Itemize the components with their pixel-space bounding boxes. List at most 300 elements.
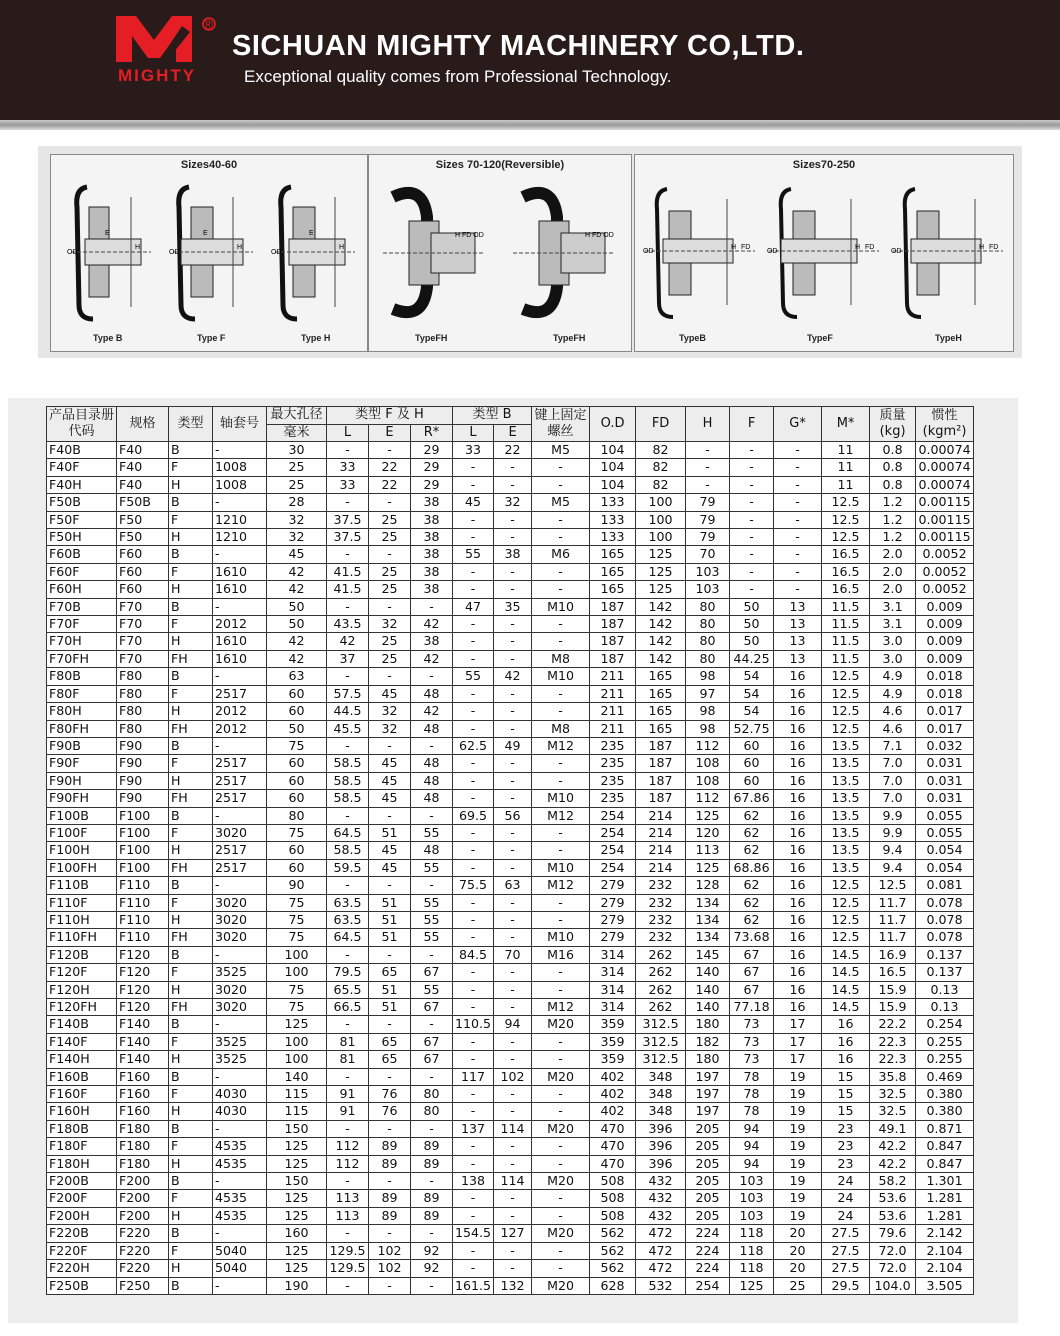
table-cell: 0.380 <box>916 1103 974 1120</box>
table-cell: - <box>494 1051 532 1068</box>
table-cell: - <box>453 772 494 789</box>
svg-text:OD: OD <box>271 249 282 256</box>
table-cell: 15 <box>822 1068 870 1085</box>
table-row <box>47 1242 974 1259</box>
table-cell: 69.5 <box>453 807 494 824</box>
table-cell: - <box>532 894 590 911</box>
table-cell: 13 <box>774 598 822 615</box>
table-cell: - <box>532 842 590 859</box>
table-cell: 59.5 <box>327 859 369 876</box>
table-cell: 80 <box>686 650 730 667</box>
col-header-type-fh: 类型 F 及 H <box>327 407 453 425</box>
svg-text:OD: OD <box>767 248 778 255</box>
table-cell: - <box>532 1138 590 1155</box>
table-cell: - <box>494 1260 532 1277</box>
table-cell: 0.081 <box>916 877 974 894</box>
table-cell: F90FH <box>47 790 117 807</box>
table-cell: 133 <box>590 511 636 528</box>
diagram-label: TypeFH <box>415 333 448 343</box>
table-cell: 60 <box>267 790 327 807</box>
table-cell: 12.5 <box>822 720 870 737</box>
table-cell: - <box>327 1068 369 1085</box>
table-cell: F180B <box>47 1120 117 1137</box>
table-cell: - <box>532 1207 590 1224</box>
table-cell: 13.5 <box>822 772 870 789</box>
table-cell: F110 <box>117 929 169 946</box>
table-cell: F120FH <box>47 999 117 1016</box>
table-cell: 160 <box>267 1225 327 1242</box>
table-cell: 254 <box>590 807 636 824</box>
table-cell: 94 <box>730 1155 774 1172</box>
table-row <box>47 824 974 841</box>
table-cell: 127 <box>494 1225 532 1242</box>
table-cell: - <box>494 1033 532 1050</box>
table-cell: 0.380 <box>916 1086 974 1103</box>
table-cell: - <box>494 1242 532 1259</box>
table-row <box>47 668 974 685</box>
table-cell: 45 <box>369 685 411 702</box>
table-cell: - <box>411 1225 453 1242</box>
table-cell: 67 <box>730 946 774 963</box>
table-row <box>47 1173 974 1190</box>
table-cell: - <box>494 563 532 580</box>
table-cell: 0.009 <box>916 616 974 633</box>
table-cell: - <box>532 1260 590 1277</box>
table-cell: 0.018 <box>916 668 974 685</box>
table-row <box>47 807 974 824</box>
table-cell: H <box>169 1155 213 1172</box>
table-cell: F250 <box>117 1277 169 1294</box>
table-cell: 0.078 <box>916 929 974 946</box>
table-cell: 112 <box>327 1155 369 1172</box>
table-cell: 125 <box>267 1155 327 1172</box>
table-cell: 3.505 <box>916 1277 974 1294</box>
table-cell: 232 <box>636 877 686 894</box>
table-cell: 15.9 <box>870 999 916 1016</box>
table-cell: M12 <box>532 999 590 1016</box>
table-row <box>47 476 974 493</box>
table-cell: - <box>532 563 590 580</box>
table-row <box>47 720 974 737</box>
table-cell: 27.5 <box>822 1225 870 1242</box>
table-cell: FH <box>169 859 213 876</box>
table-cell: - <box>532 824 590 841</box>
table-cell: - <box>453 1103 494 1120</box>
table-cell: 0.00074 <box>916 476 974 493</box>
table-cell: 17 <box>774 1051 822 1068</box>
table-cell: M20 <box>532 1277 590 1294</box>
table-cell: FH <box>169 790 213 807</box>
table-cell: - <box>453 911 494 928</box>
table-cell: 254 <box>590 824 636 841</box>
table-cell: 165 <box>590 581 636 598</box>
table-cell: 125 <box>267 1260 327 1277</box>
table-cell: M6 <box>532 546 590 563</box>
table-cell: 359 <box>590 1033 636 1050</box>
table-cell: 112 <box>686 737 730 754</box>
table-cell: 42 <box>494 668 532 685</box>
table-cell: 211 <box>590 668 636 685</box>
table-cell: 13 <box>774 650 822 667</box>
svg-text:OD: OD <box>169 249 180 256</box>
table-cell: 42 <box>267 563 327 580</box>
table-cell: - <box>532 1086 590 1103</box>
table-cell: 235 <box>590 772 636 789</box>
table-cell: 0.0052 <box>916 563 974 580</box>
table-cell: 45 <box>369 790 411 807</box>
table-cell: - <box>774 511 822 528</box>
table-cell: - <box>494 824 532 841</box>
table-cell: 4.9 <box>870 685 916 702</box>
table-cell: 89 <box>369 1207 411 1224</box>
table-cell: 97 <box>686 685 730 702</box>
table-cell: 68.86 <box>730 859 774 876</box>
table-cell: 16 <box>774 842 822 859</box>
table-row <box>47 1016 974 1033</box>
table-cell: 79 <box>686 494 730 511</box>
diagram-label: TypeFH <box>553 333 586 343</box>
table-cell: 32 <box>267 529 327 546</box>
table-cell: B <box>169 668 213 685</box>
table-cell: 11.5 <box>822 633 870 650</box>
table-cell: 4.6 <box>870 720 916 737</box>
table-row <box>47 598 974 615</box>
table-cell: - <box>494 633 532 650</box>
col-header-inertia: 惯性 (kgm²) <box>916 407 974 442</box>
table-cell: 13.5 <box>822 842 870 859</box>
table-cell: 125 <box>686 807 730 824</box>
table-cell: F120H <box>47 981 117 998</box>
table-cell: 12.5 <box>822 668 870 685</box>
table-row <box>47 1086 974 1103</box>
table-cell: F200 <box>117 1190 169 1207</box>
table-cell: - <box>532 1242 590 1259</box>
table-cell: 129.5 <box>327 1242 369 1259</box>
table-cell: 45 <box>369 842 411 859</box>
table-cell: 67 <box>411 964 453 981</box>
table-cell: 44.5 <box>327 703 369 720</box>
table-cell: 89 <box>411 1190 453 1207</box>
table-cell: 62 <box>730 807 774 824</box>
table-cell: F100 <box>117 859 169 876</box>
table-cell: 100 <box>267 1051 327 1068</box>
col-header-type: 类型 <box>169 407 213 442</box>
table-cell: 4535 <box>213 1138 267 1155</box>
table-cell: - <box>532 1051 590 1068</box>
table-cell: 22.2 <box>870 1016 916 1033</box>
table-cell: F250B <box>47 1277 117 1294</box>
table-cell: F40 <box>117 476 169 493</box>
table-cell: - <box>411 877 453 894</box>
table-cell: 2.0 <box>870 546 916 563</box>
table-cell: 110.5 <box>453 1016 494 1033</box>
table-cell: M5 <box>532 442 590 459</box>
table-cell: 4535 <box>213 1155 267 1172</box>
table-cell: 50 <box>267 720 327 737</box>
diagram-label: Type F <box>197 333 226 343</box>
table-cell: 3.0 <box>870 633 916 650</box>
table-cell: 79 <box>686 529 730 546</box>
table-cell: 432 <box>636 1207 686 1224</box>
table-cell: 25 <box>369 511 411 528</box>
table-cell: 0.00115 <box>916 511 974 528</box>
table-cell: 65.5 <box>327 981 369 998</box>
table-cell: F180H <box>47 1155 117 1172</box>
svg-text:OD: OD <box>643 248 654 255</box>
table-cell: 38 <box>494 546 532 563</box>
table-cell: F40 <box>117 442 169 459</box>
table-cell: 118 <box>730 1225 774 1242</box>
table-row <box>47 772 974 789</box>
table-cell: 3020 <box>213 981 267 998</box>
table-cell: - <box>327 1277 369 1294</box>
col-header-b-l: L <box>453 424 494 442</box>
table-cell: 232 <box>636 929 686 946</box>
table-cell: 16 <box>774 911 822 928</box>
table-cell: - <box>369 668 411 685</box>
table-cell: 0.009 <box>916 633 974 650</box>
table-cell: 0.00115 <box>916 494 974 511</box>
table-cell: 37.5 <box>327 529 369 546</box>
table-cell: 38 <box>411 529 453 546</box>
col-header-b-e: E <box>494 424 532 442</box>
table-cell: 23 <box>822 1155 870 1172</box>
table-cell: - <box>411 737 453 754</box>
table-cell: - <box>686 476 730 493</box>
table-cell: 145 <box>686 946 730 963</box>
table-cell: F80 <box>117 720 169 737</box>
table-cell: 79 <box>686 511 730 528</box>
table-cell: - <box>213 1277 267 1294</box>
table-cell: 13.5 <box>822 807 870 824</box>
table-cell: 279 <box>590 911 636 928</box>
table-cell: 1210 <box>213 511 267 528</box>
table-cell: - <box>453 476 494 493</box>
table-cell: 55 <box>411 981 453 998</box>
table-cell: 2012 <box>213 616 267 633</box>
table-row <box>47 511 974 528</box>
table-cell: 279 <box>590 894 636 911</box>
table-cell: - <box>369 1277 411 1294</box>
table-cell: F80 <box>117 685 169 702</box>
table-cell: 100 <box>267 1033 327 1050</box>
table-cell: 0.8 <box>870 442 916 459</box>
table-cell: 16 <box>774 720 822 737</box>
table-cell: 62.5 <box>453 737 494 754</box>
table-cell: - <box>774 581 822 598</box>
table-cell: 9.4 <box>870 842 916 859</box>
table-cell: 42 <box>411 616 453 633</box>
svg-text:FD: FD <box>741 244 751 251</box>
table-cell: H <box>169 529 213 546</box>
table-cell: 1.2 <box>870 529 916 546</box>
table-cell: 562 <box>590 1242 636 1259</box>
table-cell: 75 <box>267 911 327 928</box>
table-cell: 472 <box>636 1225 686 1242</box>
table-row <box>47 1103 974 1120</box>
table-row <box>47 1138 974 1155</box>
table-row <box>47 911 974 928</box>
table-cell: - <box>494 981 532 998</box>
table-cell: 32.5 <box>870 1103 916 1120</box>
table-cell: 80 <box>411 1103 453 1120</box>
table-cell: F120 <box>117 981 169 998</box>
table-cell: 214 <box>636 859 686 876</box>
table-cell: - <box>369 1225 411 1242</box>
table-cell: M5 <box>532 494 590 511</box>
table-cell: 108 <box>686 772 730 789</box>
table-cell: 67 <box>730 981 774 998</box>
table-cell: 45 <box>453 494 494 511</box>
table-cell: 190 <box>267 1277 327 1294</box>
table-cell: 104 <box>590 459 636 476</box>
table-cell: - <box>327 807 369 824</box>
coupling-drawing-type-f <box>167 177 257 327</box>
table-cell: 0.469 <box>916 1068 974 1085</box>
table-cell: 51 <box>369 911 411 928</box>
table-cell: 89 <box>369 1155 411 1172</box>
table-cell: 19 <box>774 1190 822 1207</box>
table-cell: 508 <box>590 1190 636 1207</box>
table-cell: H <box>169 633 213 650</box>
table-cell: F70H <box>47 633 117 650</box>
table-cell: 54 <box>730 703 774 720</box>
table-cell: 3020 <box>213 894 267 911</box>
table-cell: 3020 <box>213 999 267 1016</box>
table-cell: 4.6 <box>870 703 916 720</box>
table-cell: 396 <box>636 1155 686 1172</box>
table-cell: F200F <box>47 1190 117 1207</box>
table-cell: 125 <box>267 1207 327 1224</box>
table-cell: 103 <box>686 563 730 580</box>
table-cell: 4535 <box>213 1190 267 1207</box>
table-row <box>47 859 974 876</box>
table-cell: M16 <box>532 946 590 963</box>
svg-text:H: H <box>339 244 345 251</box>
table-cell: F70B <box>47 598 117 615</box>
table-cell: - <box>532 459 590 476</box>
table-cell: - <box>730 529 774 546</box>
table-cell: 161.5 <box>453 1277 494 1294</box>
table-cell: 13.5 <box>822 737 870 754</box>
table-cell: 0.017 <box>916 703 974 720</box>
table-cell: 20 <box>774 1260 822 1277</box>
table-cell: 76 <box>369 1086 411 1103</box>
table-cell: - <box>774 476 822 493</box>
table-cell: 0.00074 <box>916 442 974 459</box>
table-cell: - <box>453 790 494 807</box>
table-cell: 22.3 <box>870 1051 916 1068</box>
table-cell: 25 <box>369 563 411 580</box>
table-cell: 232 <box>636 911 686 928</box>
table-cell: 67.86 <box>730 790 774 807</box>
col-header-fh-r: R* <box>411 424 453 442</box>
table-cell: - <box>494 964 532 981</box>
table-cell: 63.5 <box>327 911 369 928</box>
table-cell: 20 <box>774 1225 822 1242</box>
table-cell: 24 <box>822 1207 870 1224</box>
table-cell: 0.032 <box>916 737 974 754</box>
table-cell: 0.055 <box>916 807 974 824</box>
table-cell: - <box>213 1016 267 1033</box>
table-cell: 165 <box>590 546 636 563</box>
table-row <box>47 877 974 894</box>
table-cell: - <box>494 755 532 772</box>
table-cell: F100 <box>117 824 169 841</box>
table-cell: 73 <box>730 1016 774 1033</box>
table-cell: 396 <box>636 1120 686 1137</box>
table-cell: 180 <box>686 1051 730 1068</box>
table-cell: 359 <box>590 1051 636 1068</box>
table-cell: 16 <box>774 703 822 720</box>
table-cell: 0.0052 <box>916 581 974 598</box>
table-cell: 12.5 <box>822 685 870 702</box>
svg-text:OD: OD <box>891 248 902 255</box>
table-cell: 55 <box>453 546 494 563</box>
table-cell: 32.5 <box>870 1086 916 1103</box>
table-cell: F180 <box>117 1155 169 1172</box>
table-cell: 3525 <box>213 1033 267 1050</box>
table-cell: B <box>169 494 213 511</box>
table-cell: B <box>169 1173 213 1190</box>
table-cell: - <box>730 546 774 563</box>
table-cell: 187 <box>636 790 686 807</box>
table-cell: 5040 <box>213 1242 267 1259</box>
table-cell: F120 <box>117 964 169 981</box>
table-cell: - <box>730 494 774 511</box>
table-cell: 562 <box>590 1225 636 1242</box>
table-cell: - <box>494 703 532 720</box>
table-cell: - <box>213 946 267 963</box>
table-cell: F40B <box>47 442 117 459</box>
table-cell: 142 <box>636 598 686 615</box>
table-cell: F200B <box>47 1173 117 1190</box>
table-cell: 402 <box>590 1103 636 1120</box>
table-cell: 98 <box>686 703 730 720</box>
table-cell: 125 <box>267 1242 327 1259</box>
table-cell: H <box>169 703 213 720</box>
table-cell: B <box>169 807 213 824</box>
table-cell: F <box>169 1138 213 1155</box>
table-cell: 33 <box>327 476 369 493</box>
table-cell: F70 <box>117 633 169 650</box>
table-cell: 120 <box>686 824 730 841</box>
coupling-drawing-type-b <box>65 177 155 327</box>
table-cell: 235 <box>590 737 636 754</box>
table-cell: 16 <box>774 668 822 685</box>
table-cell: 205 <box>686 1190 730 1207</box>
table-cell: 0.009 <box>916 650 974 667</box>
table-cell: F60F <box>47 563 117 580</box>
table-cell: 73 <box>730 1051 774 1068</box>
table-cell: - <box>494 581 532 598</box>
table-cell: 262 <box>636 964 686 981</box>
table-cell: 38 <box>411 633 453 650</box>
table-row <box>47 1120 974 1137</box>
table-cell: - <box>369 442 411 459</box>
table-cell: 58.5 <box>327 842 369 859</box>
table-cell: 54 <box>730 668 774 685</box>
table-cell: - <box>453 1190 494 1207</box>
table-cell: 73.68 <box>730 929 774 946</box>
table-cell: 140 <box>686 964 730 981</box>
table-cell: 112 <box>327 1138 369 1155</box>
table-cell: 13.5 <box>822 790 870 807</box>
table-cell: 125 <box>636 546 686 563</box>
table-cell: - <box>453 1242 494 1259</box>
col-header-fh-e: E <box>369 424 411 442</box>
table-cell: - <box>532 964 590 981</box>
